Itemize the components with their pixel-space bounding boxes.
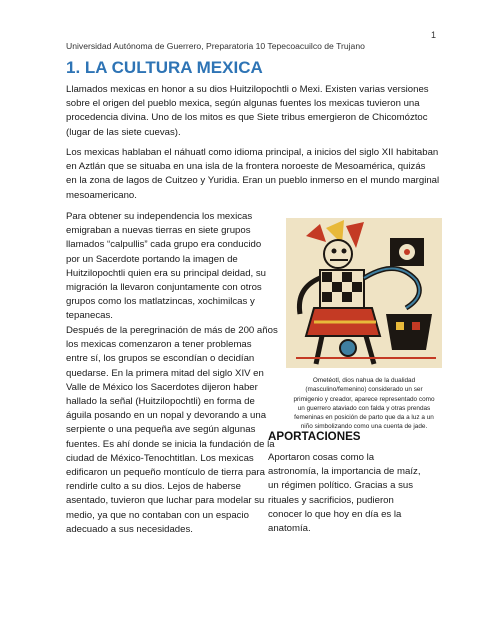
text-line: sobre el origen del pueblo mexica, según algunas fuentes los mexicas tuvieron una: [66, 98, 420, 110]
text-line: serpiente o una pequeña ave según algunas: [66, 424, 256, 436]
text-line: Valle de México los Sacerdotes dijeron haber: [66, 381, 258, 393]
text-line: águila posando en un nopal y devorando a una: [66, 410, 267, 422]
codex-figure: [286, 218, 442, 368]
text-line: anatomía.: [268, 523, 311, 535]
text-line: ciudad de México-Tenochtitlan. Los mexicas: [66, 452, 254, 464]
text-line: fuentes. Es ahí donde se inicia la fundación de la: [66, 438, 275, 450]
page-title: 1. LA CULTURA MEXICA: [66, 58, 263, 77]
intro-paragraph-1: [66, 83, 429, 140]
text-line: hallado la señal (Huitzilopochtli) en forma de: [66, 396, 255, 408]
aportaciones-heading: APORTACIONES: [268, 430, 361, 443]
intro-paragraph-2: [66, 146, 439, 203]
text-line: Después de la peregrinación de más de 200 años: [66, 325, 278, 336]
text-line: rendirle culto a su dios. Lejos de haberse: [66, 481, 241, 493]
text-line: Huitzilopochtli quien era su principal deidad, su: [66, 267, 266, 279]
migration-paragraph: [66, 210, 266, 324]
text-line: edificaron un pequeño montículo de tierra para: [66, 467, 265, 479]
aportaciones-paragraph: [268, 451, 421, 536]
document-header: Universidad Autónoma de Guerrero, Preparatoria 10 Tepecoacuilco de Trujano: [66, 41, 365, 51]
text-line: (lugar de las siete cuevas).: [66, 126, 181, 138]
text-line: por un Sacerdote portando la imagen de: [66, 253, 238, 265]
text-line: llamados “calpullis” cada grupo era conducido: [66, 239, 262, 251]
text-line: mesoamericano.: [66, 189, 137, 201]
text-line: Aportaron cosas como la: [268, 452, 375, 463]
text-line: Llamados mexicas en honor a su dios Huitzilopochtli o Mexi. Existen varias versiones: [66, 84, 429, 95]
text-line: medio, ya que no contaban con un espacio: [66, 509, 249, 521]
text-line: astronomía, la importancia de maíz,: [268, 466, 421, 478]
text-line: Los mexicas hablaban el náhuatl como idioma principal, a inicios del siglo XII habitaban: [66, 147, 439, 158]
caption-line: (masculino/femenino) considerado un ser: [305, 386, 423, 394]
text-line: procedencia divina. Uno de los mitos es que Siete tribus emergieron de Chicomóztoc: [66, 112, 428, 124]
text-line: rituales y sacrificios, pudieron: [268, 494, 394, 506]
text-line: quedarse. En la primera mitad del siglo XIV en: [66, 367, 264, 379]
text-line: tepanecas.: [66, 310, 113, 322]
caption-line: Ometéotl, dios nahua de la dualidad: [312, 377, 416, 384]
text-line: asentado, tuvieron que luchar para modelar su: [66, 495, 265, 507]
caption-line: femeninas en posición de parto que da a luz a un: [294, 414, 434, 422]
text-line: Para obtener su independencia los mexicas: [66, 211, 253, 222]
text-line: los mexicas comenzaron a tener problemas: [66, 339, 252, 351]
text-line: en la zona de lagos de Cuitzeo y Yuridia. Eran un pueblo inmerso en el mundo marginal: [66, 175, 440, 187]
text-line: adecuado a sus necesidades.: [66, 523, 193, 535]
text-line: un régimen político. Gracias a sus: [268, 480, 414, 492]
codex-illustration: [286, 218, 442, 368]
foundation-paragraph: [66, 324, 278, 537]
text-line: entre sí, los grupos se escondían o decidían: [66, 353, 255, 365]
text-line: en Aztlán que se situaba en una isla de la frontera noroeste de Mesoamérica, quizás: [66, 161, 426, 173]
text-line: emigraban a nuevas tierras en siete grupos: [66, 225, 251, 237]
caption-line: un guerrero ataviado con falda y otras prendas: [297, 404, 431, 412]
caption-line: niño simbolizando como una cuenta de jade.: [300, 423, 428, 431]
page-number: 1: [430, 30, 436, 40]
figure-caption: [274, 376, 454, 432]
caption-line: primigenio y creador, aparece representado como: [293, 395, 435, 403]
text-line: conocer lo que hoy en día es la: [268, 508, 402, 520]
text-line: grupos como los matlatzincas, xochimilcas y: [66, 296, 255, 308]
text-line: migración la llevaron conjuntamente con otros: [66, 282, 262, 294]
